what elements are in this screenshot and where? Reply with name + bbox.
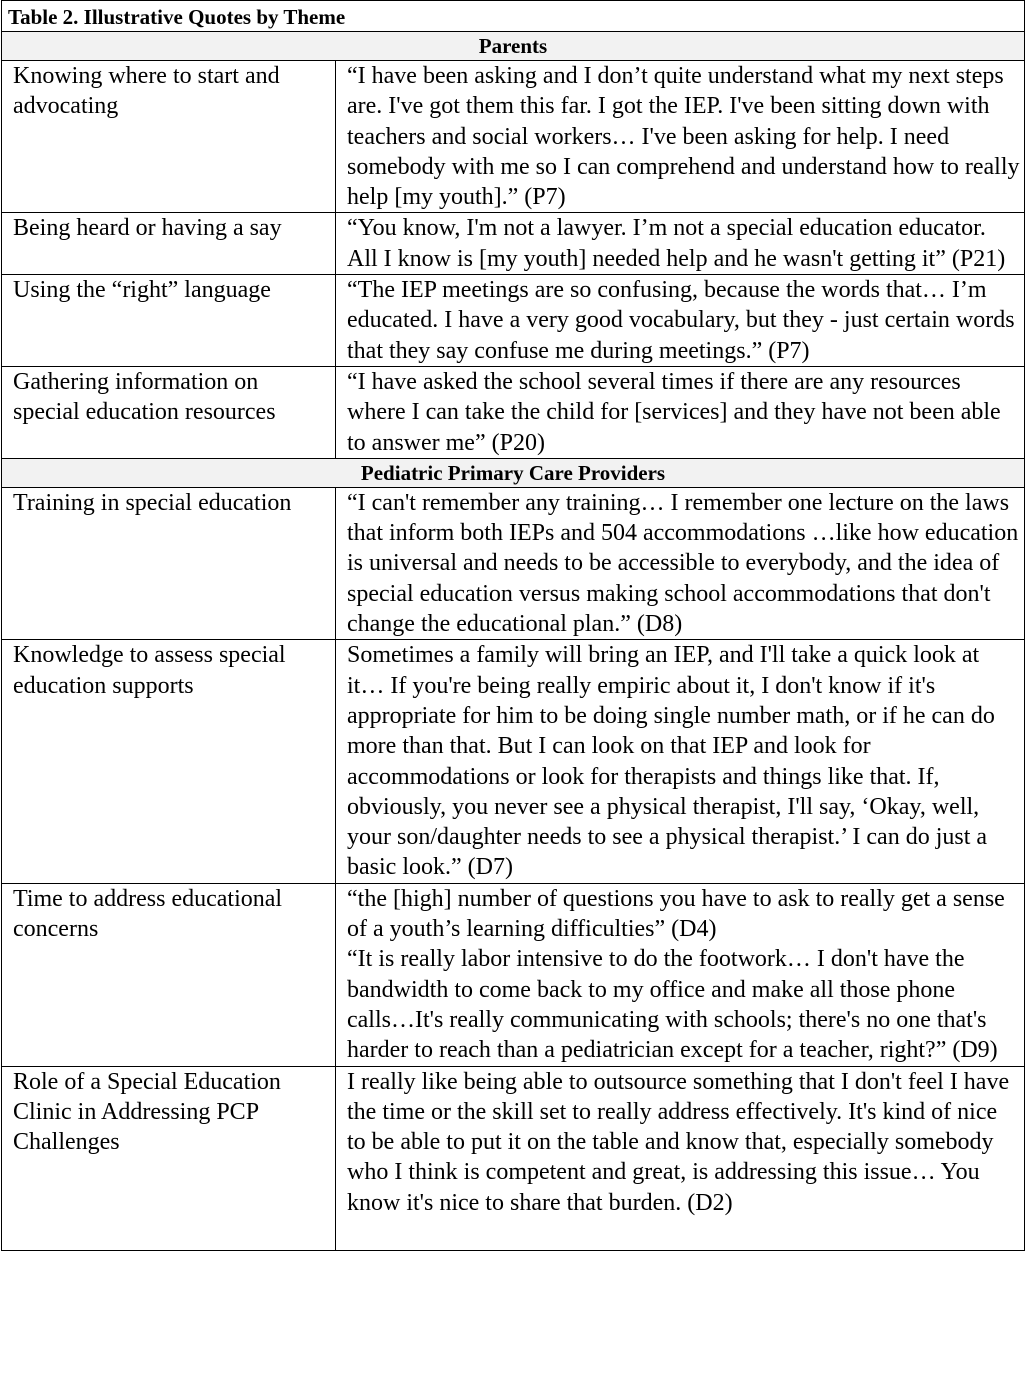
quote-text: Sometimes a family will bring an IEP, and I'll take a quick look at it… If you're being really empiric about it, I don't know if it's appropriate for him to be doing single number math, or if he can do more than that. But I can look on that IEP and look for accommodations or look for therapists and things like that. If, obviously, you never see a physical therapist, I'll say, ‘Okay, well, your son/daughter needs to see a physical therapist.’ I can do just a basic look.” (D7) [347,642,995,881]
quote-cell [336,640,1025,883]
theme-cell: Being heard or having a say [2,213,336,275]
table-row [2,366,1025,458]
table-row [2,640,1025,883]
quote-cell [336,61,1025,213]
theme-cell: Role of a Special Education Clinic in Addressing PCP Challenges [2,1066,336,1250]
quote-cell [336,883,1025,1066]
quote-cell [336,487,1025,639]
theme-cell: Time to address educational concerns [2,883,336,1066]
section-title-providers: Pediatric Primary Care Providers [2,458,1025,487]
table-caption: Table 2. Illustrative Quotes by Theme [2,1,1025,32]
table-row [2,487,1025,639]
section-header-row [2,458,1025,487]
section-title-parents: Parents [2,32,1025,61]
quotes-table [1,0,1025,1251]
theme-cell: Knowing where to start and advocating [2,61,336,213]
quote-cell [336,275,1025,367]
quote-cell [336,213,1025,275]
quote-text: “It is really labor intensive to do the footwork… I don't have the bandwidth to come back to my office and make all those phone calls…It's really communicating with schools; there's no one that's harder to reach than a pediatrician except for a teacher, right?” (D9) [347,946,998,1064]
quote-cell [336,366,1025,458]
table-row [2,275,1025,367]
quote-text: “I have been asking and I don’t quite understand what my next steps are. I've got them this far. I got the IEP. I've been sitting down with teachers and social workers… I've been asking for help. I need somebody with me so I can comprehend and understand how to really help [my youth].” (P7) [347,63,1020,211]
quote-text: I really like being able to outsource something that I don't feel I have the time or the skill set to really address effectively. It's kind of nice to be able to put it on the table and know that, especially somebody who I think is competent and great, is addressing this issue… You know it's nice to share that burden. (D2) [347,1068,1010,1216]
quote-text: “You know, I'm not a lawyer. I’m not a special education educator. All I know is [my youth] needed help and he wasn't getting it” (P21) [347,215,1006,272]
quote-text: “I can't remember any training… I remember one lecture on the laws that inform both IEPs and 504 accommodations …like how education is universal and needs to be accessible to everybody, and the idea of special education versus making school accommodations that don't change the educational plan.” (D8) [347,489,1019,638]
theme-cell: Gathering information on special education resources [2,366,336,458]
table-row [2,883,1025,1066]
theme-cell: Using the “right” language [2,275,336,367]
quote-text: “the [high] number of questions you have to ask to really get a sense of a youth’s learning difficulties” (D4) [347,885,1005,943]
theme-cell: Knowledge to assess special education supports [2,640,336,883]
theme-cell: Training in special education [2,487,336,639]
quote-text: “The IEP meetings are so confusing, because the words that… I’m educated. I have a very good vocabulary, but they - just certain words that they say confuse me during meetings.” (P7) [347,277,1015,364]
table-row [2,213,1025,275]
quote-cell [336,1066,1025,1250]
quote-text: “I have asked the school several times if there are any resources where I can take the child for [services] and they have not been able to answer me” (P20) [347,368,1001,456]
table-row [2,61,1025,213]
caption-row [2,1,1025,32]
section-header-row [2,32,1025,61]
table-row [2,1066,1025,1250]
